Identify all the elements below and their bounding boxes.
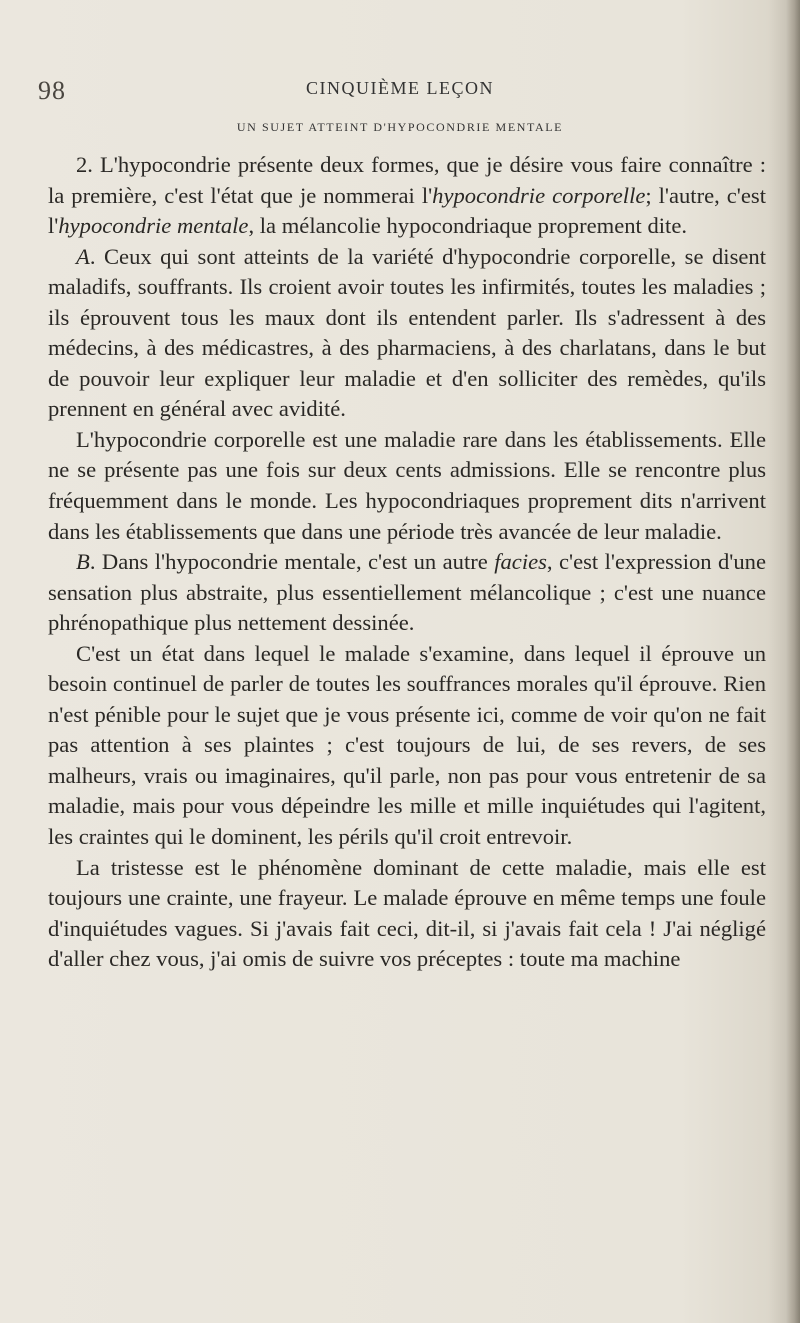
paragraph xyxy=(48,639,766,853)
paragraph xyxy=(48,425,766,547)
italic-text: facies xyxy=(494,549,547,575)
paragraph xyxy=(48,150,766,242)
paragraph xyxy=(48,547,766,639)
text-run: ; l'autre, c'est l' xyxy=(48,182,766,239)
italic-text: hypocondrie mentale xyxy=(58,213,249,239)
page-number: 98 xyxy=(38,76,66,105)
text-run: 2. L'hypocondrie présente deux formes, que je désire vous faire connaître : la première, c'est l'état que je nommerai l' xyxy=(48,152,766,208)
italic-text: hypocondrie corporelle xyxy=(432,182,646,208)
paragraph xyxy=(48,853,766,975)
text-run: C'est un état dans lequel le malade s'examine, dans lequel il éprouve un besoin continuel de parler de toutes les souffrances morales qu'il éprouve. Rien n'est pénible pour le sujet que je vous présente ici, comme de voir qu'on ne fait pas attention à ses plaintes ; c'est toujours de lui, de ses revers, de ses malheurs, vrais ou imaginaires, qu'il parle, non pas pour vous entretenir de sa maladie, mais pour vous dépeindre les mille et mille inquiétudes qui l'agitent, les craintes qui le dominent, les périls qu'il croit entrevoir. xyxy=(48,640,766,850)
italic-text: A xyxy=(76,243,90,269)
paragraph xyxy=(48,242,766,425)
text-run: . Ceux qui sont atteints de la variété d'hypocondrie corporelle, se disent maladifs, souffrants. Ils croient avoir toutes les infirmités, toutes les maladies ; ils éprouvent tous les maux dont ils entendent parler. Ils s'adressent à des médecins, à des médicastres, à des pharmaciens, à des charlatans, dans le but de pouvoir leur expliquer leur maladie et d'en solliciter des remèdes, qu'ils prennent en général avec avidité. xyxy=(48,243,766,422)
body-text xyxy=(48,150,766,975)
text-run: L'hypocondrie corporelle est une maladie rare dans les établissements. Elle ne se présente pas une fois sur deux cents admissions. Elle se rencontre plus fréquemment dans le monde. Les hypocondriaques proprement dits n'arrivent dans les établissements que dans une période très avancée de leur maladie. xyxy=(48,426,766,544)
running-head: CINQUIÈME LEÇON xyxy=(306,78,494,98)
text-run: , c'est l'expression d'une sensation plus abstraite, plus essentiellement mélancolique ; c'est une nuance phrénopathique plus nettement dessinée. xyxy=(48,549,766,636)
text-run: . Dans l'hypocondrie mentale, c'est un autre xyxy=(89,549,495,575)
page-edge-shadow xyxy=(786,0,800,1323)
text-run: , la mélancolie hypocondriaque proprement dite. xyxy=(248,213,688,239)
section-heading: UN SUJET ATTEINT D'HYPOCONDRIE MENTALE xyxy=(236,120,564,134)
text-run: La tristesse est le phénomène dominant de cette maladie, mais elle est toujours une crainte, une frayeur. Le malade éprouve en même temps une foule d'inquiétudes vagues. Si j'avais fait ceci, dit-il, si j'avais fait cela ! J'ai négligé d'aller chez vous, j'ai omis de suivre vos préceptes : toute ma machine xyxy=(48,854,766,972)
italic-text: B xyxy=(76,549,90,575)
